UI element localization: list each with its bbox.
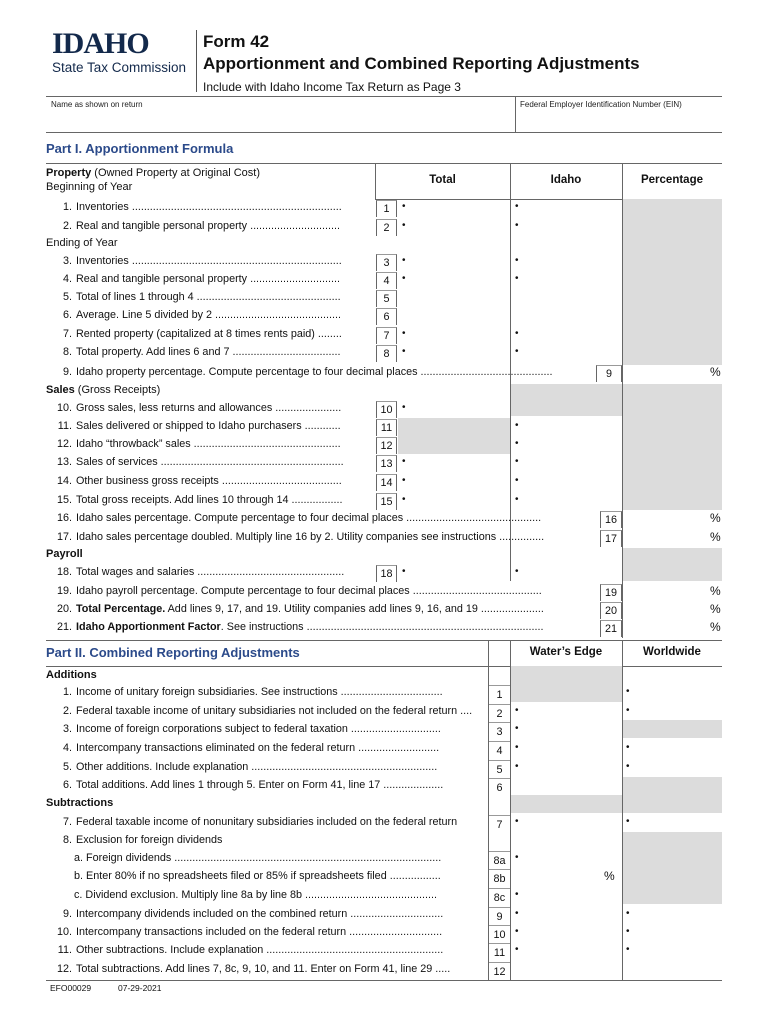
line-box-12: 12: [376, 437, 397, 454]
line-box-5: 5: [489, 760, 510, 778]
percent-sign: %: [710, 365, 721, 379]
line-box-13: 13: [376, 455, 397, 472]
line-box-6: 6: [376, 308, 397, 325]
line-number: 6.: [62, 779, 72, 791]
line-number: 3.: [62, 723, 72, 735]
line-text-bold: Idaho Apportionment Factor: [76, 621, 221, 633]
header-divider: [196, 30, 197, 92]
waters-edge-field-3[interactable]: •: [515, 723, 519, 734]
pct-shade-payroll: [623, 548, 722, 581]
line-box-7: 7: [489, 815, 510, 833]
we-shade-subtractions: [511, 795, 622, 813]
line-number: 11.: [57, 944, 72, 956]
line-text: Federal taxable income of nonunitary subsidiaries included on the federal return: [76, 816, 458, 828]
line-box-15: 15: [376, 493, 397, 510]
part2-title: Part II. Combined Reporting Adjustments: [46, 645, 300, 660]
subtractions-heading: Subtractions: [46, 797, 114, 809]
total-field-3[interactable]: •: [402, 255, 406, 266]
part1-line-9: [46, 366, 553, 378]
worldwide-field-5[interactable]: •: [626, 761, 630, 772]
line-number: 15.: [56, 494, 72, 506]
line-text: Intercompany transactions eliminated on the federal return ...........................: [76, 742, 440, 754]
waters-edge-field-10[interactable]: •: [515, 926, 519, 937]
line-box-2: 2: [489, 704, 510, 722]
col-worldwide-header: Worldwide: [643, 646, 701, 658]
line-text: Inventories ......................................................................: [76, 255, 342, 267]
line-number: 3.: [62, 255, 72, 267]
line-box-11: 11: [489, 943, 510, 961]
form-title: Apportionment and Combined Reporting Adjustments: [203, 54, 640, 73]
line-box-9: 9: [596, 365, 622, 382]
total-field-13[interactable]: •: [402, 456, 406, 467]
pct-shade-property: [623, 199, 722, 365]
footer-date: 07-29-2021: [118, 983, 162, 993]
pct-field-17[interactable]: [623, 530, 722, 548]
total-field-1[interactable]: •: [402, 201, 406, 212]
line-text: Total of lines 1 through 4 ................................................: [76, 291, 341, 303]
line-box-16: 16: [600, 511, 622, 528]
waters-edge-field-11[interactable]: •: [515, 944, 519, 955]
part1-line-21: [46, 621, 544, 633]
line-text: Inventories ......................................................................: [76, 201, 342, 213]
part2-line-15: [46, 963, 450, 975]
name-label: Name as shown on return: [51, 100, 143, 109]
waters-edge-field-7[interactable]: •: [515, 816, 519, 827]
line-box-8c: 8c: [489, 888, 510, 906]
we-shade-additions: [511, 666, 622, 702]
line-box-3: 3: [376, 254, 397, 271]
col-percentage-header: Percentage: [640, 174, 703, 186]
part2-line-13: [46, 926, 442, 938]
part2-top-rule: [46, 640, 722, 641]
part2-line-2: [46, 705, 472, 717]
part1-line-11: [46, 420, 341, 432]
line-text: Rented property (capitalized at 8 times rents paid) ........: [76, 328, 342, 340]
total-field-8[interactable]: •: [402, 346, 406, 357]
part1-line-6: [46, 309, 341, 321]
idaho-field-4[interactable]: •: [515, 273, 519, 284]
property-bold: Property: [46, 167, 92, 179]
line-text: . See instructions ...............................................................................: [220, 621, 544, 633]
line-number: 8.: [62, 834, 72, 846]
line-number: 21.: [56, 621, 72, 633]
percent-sign: %: [710, 602, 721, 616]
part1-rule: [46, 163, 722, 164]
idaho-field-13[interactable]: •: [515, 456, 519, 467]
part2-line-9: [46, 852, 441, 864]
col-idaho-header: Idaho: [550, 174, 582, 186]
line-text: Gross sales, less returns and allowances ......................: [76, 402, 342, 414]
total-field-18[interactable]: •: [402, 566, 406, 577]
pct-field-9[interactable]: [623, 365, 722, 383]
line-box-12: 12: [489, 962, 510, 980]
line-box-8b: 8b: [489, 869, 510, 887]
line-text: Average. Line 5 divided by 2 ..........................................: [76, 309, 342, 321]
line-text: Sales of services .............................................................: [76, 456, 344, 468]
pct-shade-sales: [623, 384, 722, 510]
idaho-field-12[interactable]: •: [515, 438, 519, 449]
idaho-field-15[interactable]: •: [515, 494, 519, 505]
line-text: Idaho sales percentage. Compute percentage to four decimal places .............................................: [76, 512, 542, 524]
part1-title: Part I. Apportionment Formula: [46, 141, 234, 156]
percent-sign: %: [710, 511, 721, 525]
line-number: 8.: [62, 346, 72, 358]
part1-line-2: [46, 220, 340, 232]
line-text: Idaho payroll percentage. Compute percentage to four decimal places ...........................................: [76, 585, 542, 597]
part1-line-12: [46, 438, 341, 450]
part1-line-18: [46, 566, 344, 578]
line-text: Federal taxable income of unitary subsidiaries not included on the federal return ....: [76, 705, 473, 717]
pct-field-16[interactable]: [623, 511, 722, 529]
part2-line-11: [46, 889, 437, 901]
part2-line-4: [46, 742, 439, 754]
part2-line-1: [46, 686, 443, 698]
part1-line-13: [46, 456, 344, 468]
line-text: Total wages and salaries .................................................: [76, 566, 345, 578]
line-number: 10.: [56, 402, 72, 414]
line-text: Total subtractions. Add lines 7, 8c, 9, 10, and 11. Enter on Form 41, line 29 .....: [76, 963, 451, 975]
part1-line-16: [46, 512, 541, 524]
ww-shade-line8: [623, 832, 722, 904]
line-text: b. Enter 80% if no spreadsheets filed or 85% if spreadsheets filed .................: [74, 870, 441, 882]
line-box-11: 11: [376, 419, 397, 436]
ein-input[interactable]: [518, 110, 722, 132]
form-subtitle: Include with Idaho Income Tax Return as Page 3: [203, 80, 461, 94]
line-text: Total property. Add lines 6 and 7 ....................................: [76, 346, 341, 358]
part2-line-8: [46, 834, 222, 846]
ww-shade-line3: [623, 720, 722, 738]
line-text: Other additions. Include explanation ..............................................................: [76, 761, 438, 773]
part2-line-10: [46, 870, 441, 882]
ein-label: Federal Employer Identification Number (EIN): [520, 100, 682, 109]
worldwide-field-2[interactable]: •: [626, 705, 630, 716]
total-field-2[interactable]: •: [402, 220, 406, 231]
line-box-8a: 8a: [489, 851, 510, 869]
part1-line-4: [46, 273, 340, 285]
additions-heading: Additions: [46, 669, 97, 681]
line-box-17: 17: [600, 530, 622, 547]
line-box-3: 3: [489, 722, 510, 740]
line-box-19: 19: [600, 584, 622, 601]
idaho-logo: [52, 27, 192, 75]
line-box-4: 4: [489, 741, 510, 759]
part1-line-10: [46, 402, 341, 414]
total-field-14[interactable]: •: [402, 475, 406, 486]
property-heading: [46, 167, 260, 179]
idaho-field-18[interactable]: •: [515, 566, 519, 577]
line-number: 1.: [62, 201, 72, 213]
worldwide-field-9[interactable]: •: [626, 908, 630, 919]
line-number: 17.: [56, 531, 72, 543]
line-number: 6.: [62, 309, 72, 321]
line-text-bold: Total Percentage.: [76, 603, 166, 615]
part1-line-7: [46, 328, 342, 340]
line-text: a. Foreign dividends .........................................................................................: [74, 852, 442, 864]
part2-line-6: [46, 779, 443, 791]
line-number: 12.: [56, 438, 72, 450]
part2-line-14: [46, 944, 443, 956]
payroll-heading: Payroll: [46, 548, 83, 560]
worldwide-field-11[interactable]: •: [626, 944, 630, 955]
line-box-10: 10: [376, 401, 397, 418]
pct-field-19[interactable]: [623, 584, 722, 602]
part1-line-8: [46, 346, 340, 358]
line-number: 11.: [57, 420, 72, 432]
line-number: 10.: [56, 926, 72, 938]
idaho-field-8[interactable]: •: [515, 346, 519, 357]
line-number: 18.: [56, 566, 72, 578]
line-text: Real and tangible personal property ..............................: [76, 273, 341, 285]
part1-line-19: [46, 585, 542, 597]
idaho-field-7[interactable]: •: [515, 328, 519, 339]
line-box-1: 1: [489, 685, 510, 703]
total-field-10[interactable]: •: [402, 402, 406, 413]
line-text: Income of foreign corporations subject to federal taxation ..............................: [76, 723, 441, 735]
line-box-7: 7: [376, 327, 397, 344]
sales-heading: [46, 384, 160, 396]
line-box-2: 2: [376, 219, 397, 236]
line-number: 1.: [62, 686, 72, 698]
line-text: Real and tangible personal property ..............................: [76, 220, 341, 232]
idaho-field-3[interactable]: •: [515, 255, 519, 266]
line-number: 20.: [56, 603, 72, 615]
part2-line-7: [46, 816, 457, 828]
part1-line-20: [46, 603, 544, 615]
line-number: 7.: [62, 328, 72, 340]
line-box-9: 9: [489, 907, 510, 925]
line-text: Other subtractions. Include explanation ...........................................................: [76, 944, 444, 956]
total-field-4[interactable]: •: [402, 273, 406, 284]
line-number: 5.: [62, 291, 72, 303]
ein-divider: [515, 96, 516, 132]
logo-sub-text: State Tax Commission: [52, 60, 187, 75]
line-number: 7.: [62, 816, 72, 828]
part2-line-5: [46, 761, 437, 773]
line-text: Total additions. Add lines 1 through 5. Enter on Form 41, line 17 ....................: [76, 779, 444, 791]
pct-field-20[interactable]: [623, 602, 722, 620]
line-box-20: 20: [600, 602, 622, 619]
logo-main-text: IDAHO: [52, 27, 149, 60]
worldwide-field-10[interactable]: •: [626, 926, 630, 937]
line-number: 16.: [56, 512, 72, 524]
pct-field-21[interactable]: [623, 620, 722, 638]
part1-line-14: [46, 475, 342, 487]
line-number: 2.: [62, 220, 72, 232]
line-box-4: 4: [376, 272, 397, 289]
waters-edge-field-8a[interactable]: •: [515, 852, 519, 863]
footer-code: EFO00029: [50, 983, 92, 993]
percent-sign: %: [710, 620, 721, 634]
line-box-21: 21: [600, 620, 622, 637]
bottom-rule: [46, 980, 722, 981]
top-rule: [46, 96, 722, 97]
part2-line-3: [46, 723, 441, 735]
line-number: 5.: [62, 761, 72, 773]
sales-bold: Sales: [46, 384, 75, 396]
part1-line-3: [46, 255, 342, 267]
line-text: Intercompany dividends included on the combined return ...............................: [76, 908, 444, 920]
line-number: 14.: [56, 475, 72, 487]
line-text: Idaho sales percentage doubled. Multiply line 16 by 2. Utility companies see instructions ...............: [76, 531, 545, 543]
part1-line-1: [46, 201, 342, 213]
line-box-10: 10: [489, 925, 510, 943]
sales-rest: (Gross Receipts): [74, 384, 161, 396]
line-box-8: 8: [376, 345, 397, 362]
worldwide-field-4[interactable]: •: [626, 742, 630, 753]
idaho-field-2[interactable]: •: [515, 220, 519, 231]
line-number: 4.: [62, 742, 72, 754]
total-shade-11-12: [398, 418, 510, 454]
idaho-shade-sales: [510, 384, 622, 416]
waters-edge-field-2[interactable]: •: [515, 705, 519, 716]
col-waters-edge-header: Water’s Edge: [529, 646, 603, 658]
worldwide-field-7[interactable]: •: [626, 816, 630, 827]
part1-line-5: [46, 291, 341, 303]
line-number: 19.: [56, 585, 72, 597]
line-text: Exclusion for foreign dividends: [76, 834, 223, 846]
line-number: 13.: [56, 456, 72, 468]
worldwide-field-1[interactable]: •: [626, 686, 630, 697]
line-text: Total gross receipts. Add lines 10 through 14 .................: [76, 494, 343, 506]
line-number: 12.: [56, 963, 72, 975]
waters-edge-field-8c[interactable]: •: [515, 889, 519, 900]
line-text: Intercompany transactions included on the federal return ...............................: [76, 926, 443, 938]
percent-sign: %: [710, 584, 721, 598]
part2-line-12: [46, 908, 443, 920]
total-field-7[interactable]: •: [402, 328, 406, 339]
line-box-6: 6: [489, 778, 510, 796]
property-rest: (Owned Property at Original Cost): [91, 167, 260, 179]
line-text: Idaho “throwback” sales .................................................: [76, 438, 341, 450]
line-text: Income of unitary foreign subsidiaries. See instructions ..................................: [76, 686, 443, 698]
col-total-header: Total: [429, 174, 456, 186]
waters-edge-field-5[interactable]: •: [515, 761, 519, 772]
idaho-field-11[interactable]: •: [515, 420, 519, 431]
name-input[interactable]: [48, 110, 512, 132]
line-text: Add lines 9, 17, and 19. Utility companies add lines 9, 16, and 19 .....................: [165, 603, 544, 615]
line-box-14: 14: [376, 474, 397, 491]
line-number: 4.: [62, 273, 72, 285]
part1-line-17: [46, 531, 544, 543]
ending-of-year: Ending of Year: [46, 237, 118, 249]
line-text: Idaho property percentage. Compute percentage to four decimal places ............................................: [76, 366, 553, 378]
part1-line-15: [46, 494, 342, 506]
waters-edge-field-4[interactable]: •: [515, 742, 519, 753]
line-box-1: 1: [376, 200, 397, 217]
ww-shade-line6: [623, 777, 722, 813]
line-number: 9.: [62, 908, 72, 920]
line-text: Sales delivered or shipped to Idaho purchasers ............: [76, 420, 341, 432]
idaho-field-14[interactable]: •: [515, 475, 519, 486]
line-box-18: 18: [376, 565, 397, 582]
line-box-5: 5: [376, 290, 397, 307]
beginning-of-year: Beginning of Year: [46, 181, 133, 193]
line-number: 2.: [62, 705, 72, 717]
line-number: 9.: [62, 366, 72, 378]
line-text: Other business gross receipts ........................................: [76, 475, 342, 487]
idaho-field-1[interactable]: •: [515, 201, 519, 212]
form-number: Form 42: [203, 32, 270, 51]
total-field-15[interactable]: •: [402, 494, 406, 505]
line-text: c. Dividend exclusion. Multiply line 8a by line 8b ............................................: [74, 889, 438, 901]
percent-sign: %: [604, 869, 615, 883]
title-block: [203, 32, 640, 94]
waters-edge-field-9[interactable]: •: [515, 908, 519, 919]
name-bottom-rule: [46, 132, 722, 133]
percent-sign: %: [710, 530, 721, 544]
